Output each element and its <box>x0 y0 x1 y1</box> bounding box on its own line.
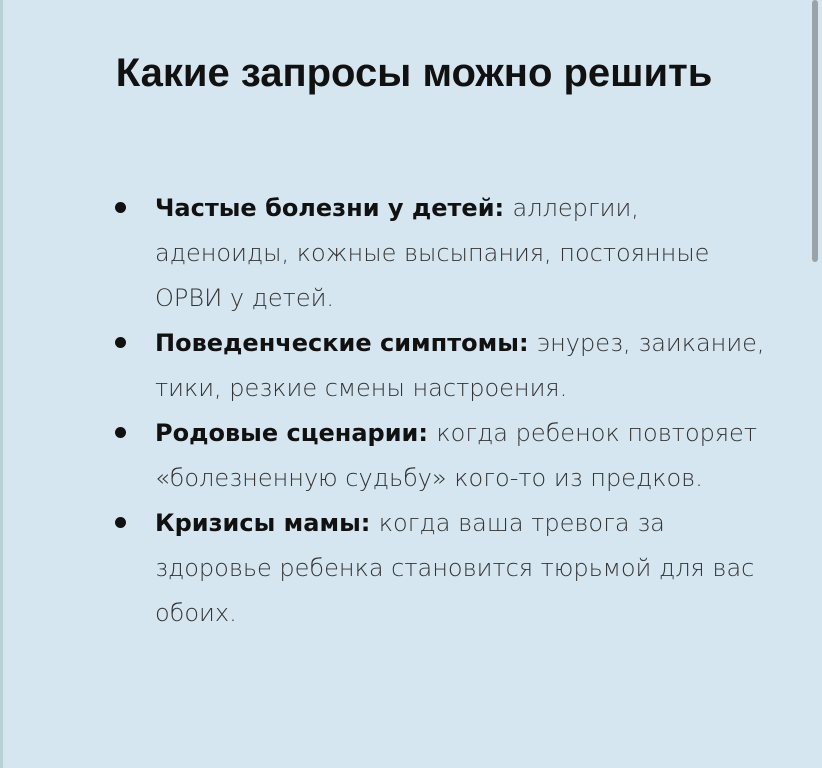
scrollbar[interactable] <box>812 0 818 768</box>
list-item <box>155 321 765 411</box>
item-description: когда ребенок повторяет «болезненную судьбу» кого-то из предков. <box>155 419 757 492</box>
item-term: Родовые сценарии: <box>155 419 437 447</box>
list-item <box>155 411 765 501</box>
item-term: Кризисы мамы: <box>155 509 379 537</box>
item-description: когда ваша тревога за здоровье ребенка становится тюрьмой для вас обоих. <box>155 509 755 627</box>
item-description: аллергии, аденоиды, кожные высыпания, постоянные ОРВИ у детей. <box>155 194 710 312</box>
item-term: Поведенческие симптомы: <box>155 329 537 357</box>
list-item <box>155 186 765 321</box>
page-title: Какие запросы можно решить <box>115 51 713 95</box>
bullet-icon <box>115 202 126 213</box>
bullet-icon <box>115 337 126 348</box>
request-list <box>155 186 765 636</box>
bullet-icon <box>115 427 126 438</box>
list-item <box>155 501 765 636</box>
item-description: энурез, заикание, тики, резкие смены настроения. <box>155 329 765 402</box>
item-term: Частые болезни у детей: <box>155 194 513 222</box>
bullet-icon <box>115 517 126 528</box>
scrollbar-thumb[interactable] <box>812 0 818 262</box>
